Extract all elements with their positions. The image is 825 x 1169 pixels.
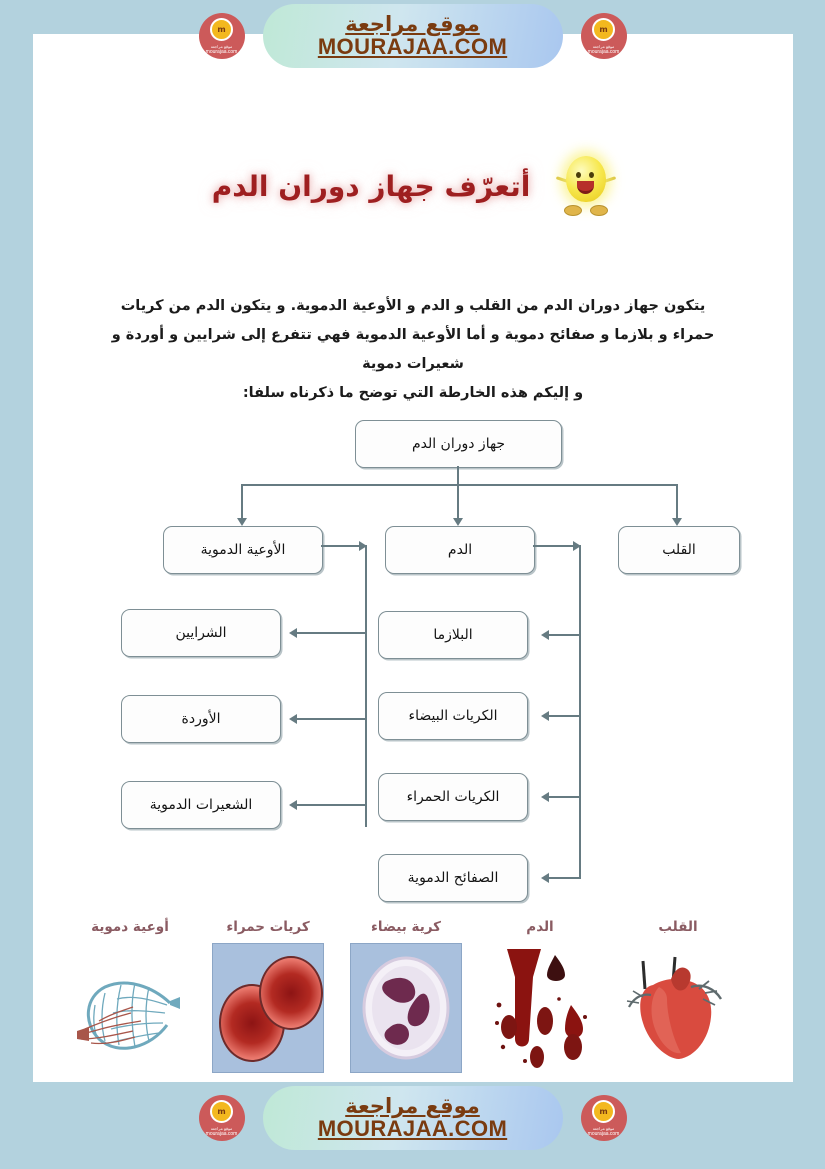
watermark-arabic-label: موقع مراجعة: [345, 1094, 480, 1119]
watermark-pill-top[interactable]: [263, 4, 563, 68]
badge-logo-icon: m: [592, 1100, 615, 1123]
badge-logo-icon: m: [210, 18, 233, 41]
flow-node-blood[interactable]: الدم: [385, 526, 535, 574]
badge-arabic-text: موقع مراجعة: [210, 43, 233, 49]
watermark-badge-right: [199, 13, 245, 59]
connector-vessels-bus: [365, 545, 367, 827]
badge-logo-icon: m: [592, 18, 615, 41]
figure-caption: أوعية دموية: [91, 919, 169, 935]
connector-white-cells: [547, 715, 581, 717]
connector-plasma: [547, 634, 581, 636]
paragraph-line: و إليكم هذه الخارطة التي توضح ما ذكرناه سلفا:: [242, 385, 584, 401]
watermark-badge-right: [199, 1095, 245, 1141]
arrowhead-capillaries: [289, 800, 297, 810]
bottom-watermark-banner: [0, 1082, 825, 1154]
white-blood-cell-figure: [350, 943, 462, 1073]
badge-logo-icon: m: [210, 1100, 233, 1123]
gallery-item-white-cell: [331, 919, 481, 1073]
lesson-paragraph: [81, 292, 745, 408]
badge-arabic-text: موقع مراجعة: [592, 43, 615, 49]
badge-url-text: mourajaa.com: [587, 1130, 620, 1137]
connector-blood-bus: [579, 545, 581, 878]
badge-url-text: mourajaa.com: [205, 48, 238, 55]
worksheet-page: [33, 34, 793, 1082]
flow-node-blood-vessels[interactable]: الأوعية الدموية: [163, 526, 323, 574]
arrowhead-veins: [289, 714, 297, 724]
circulatory-system-flowchart: [33, 412, 793, 912]
badge-url-text: mourajaa.com: [587, 48, 620, 55]
arrowhead-arteries: [289, 628, 297, 638]
connector-red-cells: [547, 796, 581, 798]
figure-gallery: [33, 919, 793, 1099]
connector-root-stem: [457, 466, 459, 484]
connector-drop-blood: [457, 484, 459, 520]
connector-drop-vessels: [241, 484, 243, 520]
figure-caption: كرية بيضاء: [370, 919, 442, 935]
watermark-url-label: MOURAJAA.COM: [317, 1116, 508, 1142]
connector-drop-heart: [676, 484, 678, 520]
white-blood-cell-illustration-icon: [351, 944, 461, 1072]
flow-node-heart[interactable]: القلب: [618, 526, 740, 574]
red-cell-shape: [259, 956, 323, 1030]
connector-capillaries: [295, 804, 367, 806]
heart-figure: [623, 943, 733, 1071]
flow-node-capillaries[interactable]: الشعيرات الدموية: [121, 781, 281, 829]
badge-arabic-text: موقع مراجعة: [210, 1125, 233, 1131]
flow-node-red-blood-cells[interactable]: الكريات الحمراء: [378, 773, 528, 821]
flow-node-root[interactable]: جهاز دوران الدم: [355, 420, 562, 468]
watermark-badge-left: [581, 1095, 627, 1141]
capillary-network-illustration-icon: [75, 943, 185, 1071]
watermark-pill-bottom[interactable]: [263, 1086, 563, 1150]
connector-veins: [295, 718, 367, 720]
red-blood-cells-figure: [212, 943, 324, 1073]
figure-caption: القلب: [658, 919, 698, 935]
flow-node-white-blood-cells[interactable]: الكريات البيضاء: [378, 692, 528, 740]
paragraph-line: يتكون جهاز دوران الدم من القلب و الدم و الأوعية الدموية. و يتكون الدم من كريات: [120, 298, 706, 314]
blood-drops-illustration-icon: [485, 943, 595, 1071]
arrowhead-plasma: [541, 630, 549, 640]
badge-url-text: mourajaa.com: [205, 1130, 238, 1137]
gallery-item-red-cells: [193, 919, 343, 1073]
blood-drops-figure: [485, 943, 595, 1071]
flow-node-arteries[interactable]: الشرايين: [121, 609, 281, 657]
arrowhead-blood: [453, 518, 463, 526]
watermark-arabic-label: موقع مراجعة: [345, 12, 480, 37]
gallery-item-blood: [465, 919, 615, 1071]
lesson-header: [33, 154, 793, 218]
connector-arteries: [295, 632, 367, 634]
badge-arabic-text: موقع مراجعة: [592, 1125, 615, 1131]
smiley-bulb-icon: [558, 154, 614, 218]
arrowhead-white-cells: [541, 711, 549, 721]
watermark-url-label: MOURAJAA.COM: [317, 34, 508, 60]
arrowhead-red-cells: [541, 792, 549, 802]
gallery-item-blood-vessels: [55, 919, 205, 1071]
gallery-item-heart: [603, 919, 753, 1071]
watermark-badge-left: [581, 13, 627, 59]
paragraph-line: حمراء و بلازما و صفائح دموية و أما الأوعية الدموية فهي تتفرع إلى شرايين و أوردة و شعيرات دموية: [111, 327, 715, 372]
connector-blood-out: [533, 545, 575, 547]
page-title: أتعرّف جهاز دوران الدم: [211, 169, 531, 203]
flow-node-plasma[interactable]: البلازما: [378, 611, 528, 659]
figure-caption: الدم: [526, 919, 554, 935]
arrowhead-heart: [672, 518, 682, 526]
arrowhead-vessels: [237, 518, 247, 526]
blood-vessels-figure: [75, 943, 185, 1071]
heart-illustration-icon: [623, 943, 733, 1071]
arrowhead-platelets: [541, 873, 549, 883]
top-watermark-banner: [0, 0, 825, 72]
connector-platelets: [547, 877, 581, 879]
flow-node-veins[interactable]: الأوردة: [121, 695, 281, 743]
figure-caption: كريات حمراء: [226, 919, 310, 935]
flow-node-platelets[interactable]: الصفائح الدموية: [378, 854, 528, 902]
connector-vessels-out: [321, 545, 361, 547]
